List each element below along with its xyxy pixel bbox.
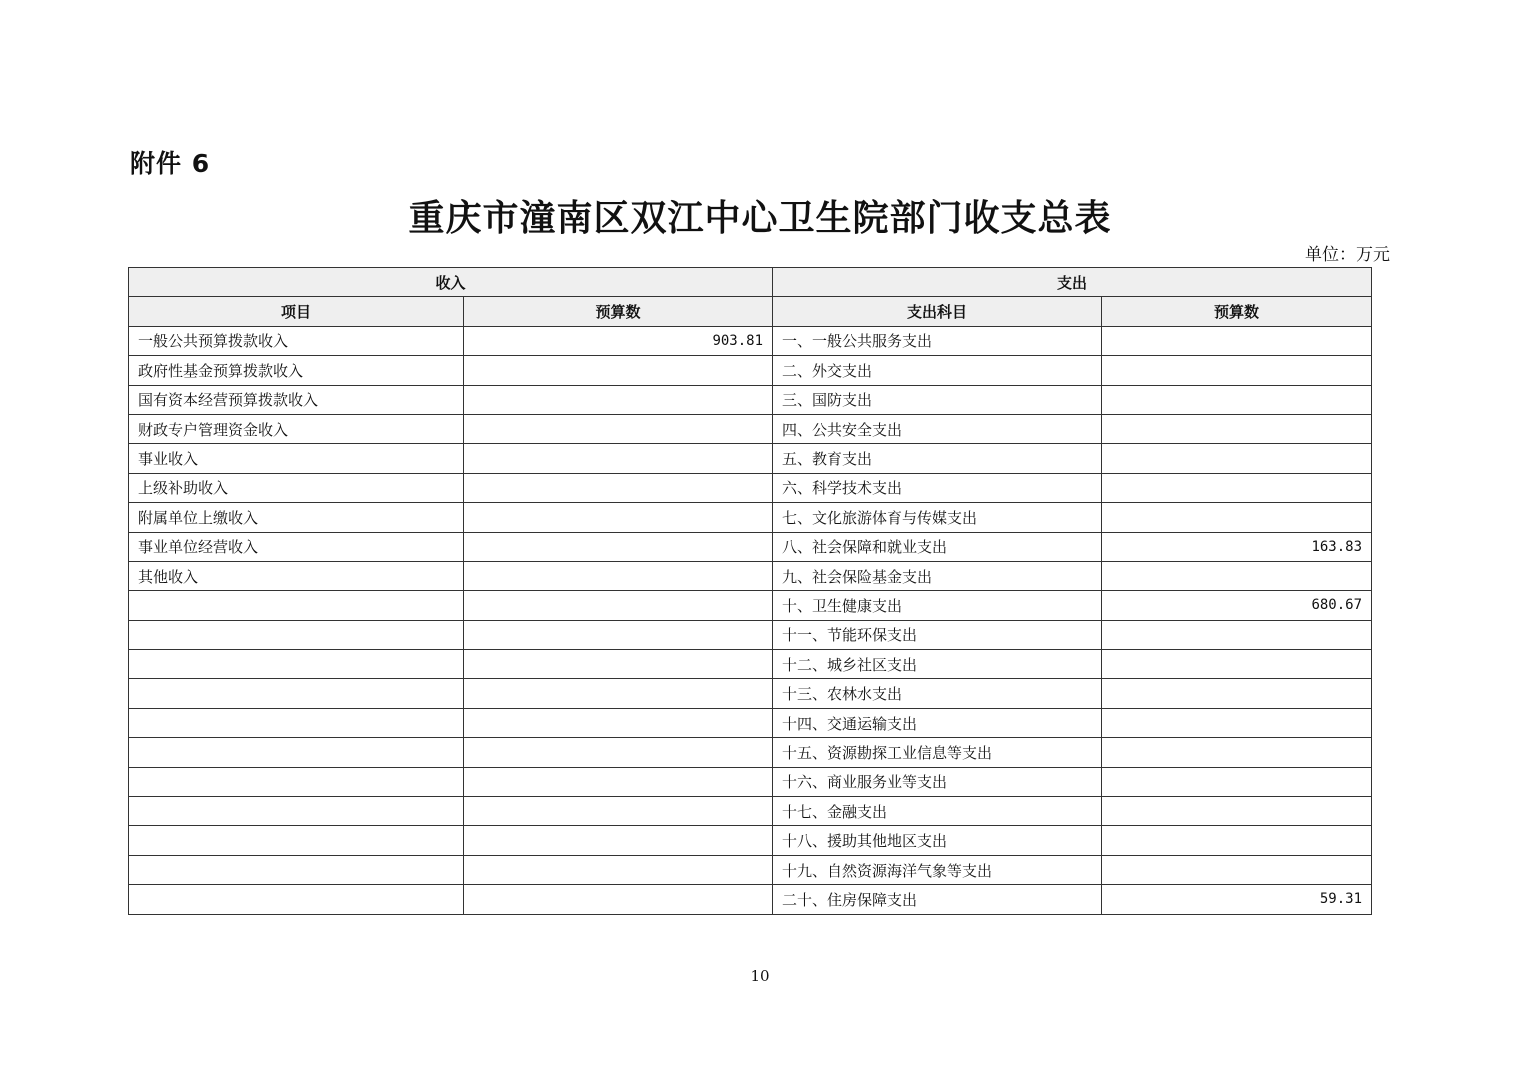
attachment-label: 附件 6 bbox=[130, 149, 211, 178]
expense-amount-cell: 59.31 bbox=[1102, 885, 1372, 914]
table-row bbox=[129, 326, 1372, 355]
expense-budget-header: 预算数 bbox=[1102, 297, 1372, 326]
table-row bbox=[129, 414, 1372, 443]
income-item-cell: 财政专户管理资金收入 bbox=[129, 414, 464, 443]
income-amount-cell bbox=[464, 885, 773, 914]
expense-amount-cell bbox=[1102, 473, 1372, 502]
budget-summary-table bbox=[128, 267, 1372, 915]
income-amount-cell bbox=[464, 503, 773, 532]
income-item-cell: 附属单位上缴收入 bbox=[129, 503, 464, 532]
table-row bbox=[129, 826, 1372, 855]
expense-item-header: 支出科目 bbox=[773, 297, 1102, 326]
expense-item-cell: 十七、金融支出 bbox=[773, 797, 1102, 826]
income-item-header: 项目 bbox=[129, 297, 464, 326]
expense-item-cell: 三、国防支出 bbox=[773, 385, 1102, 414]
income-item-cell bbox=[129, 650, 464, 679]
table-row bbox=[129, 385, 1372, 414]
income-amount-cell bbox=[464, 591, 773, 620]
income-item-cell: 上级补助收入 bbox=[129, 473, 464, 502]
expense-amount-cell bbox=[1102, 561, 1372, 590]
table-row bbox=[129, 885, 1372, 914]
expense-item-cell: 五、教育支出 bbox=[773, 444, 1102, 473]
expense-amount-cell bbox=[1102, 326, 1372, 355]
expense-group-header: 支出 bbox=[773, 268, 1372, 297]
income-item-cell: 政府性基金预算拨款收入 bbox=[129, 356, 464, 385]
income-amount-cell bbox=[464, 561, 773, 590]
table-row bbox=[129, 738, 1372, 767]
income-group-header: 收入 bbox=[129, 268, 773, 297]
income-amount-cell bbox=[464, 738, 773, 767]
expense-item-cell: 六、科学技术支出 bbox=[773, 473, 1102, 502]
expense-item-cell: 九、社会保险基金支出 bbox=[773, 561, 1102, 590]
table-row bbox=[129, 650, 1372, 679]
expense-amount-cell bbox=[1102, 385, 1372, 414]
income-budget-header: 预算数 bbox=[464, 297, 773, 326]
expense-item-cell: 十八、援助其他地区支出 bbox=[773, 826, 1102, 855]
income-amount-cell bbox=[464, 532, 773, 561]
expense-amount-cell bbox=[1102, 826, 1372, 855]
table-body bbox=[129, 326, 1372, 914]
expense-amount-cell bbox=[1102, 738, 1372, 767]
income-item-cell: 其他收入 bbox=[129, 561, 464, 590]
table-row bbox=[129, 767, 1372, 796]
expense-item-cell: 二、外交支出 bbox=[773, 356, 1102, 385]
income-amount-cell bbox=[464, 855, 773, 884]
income-amount-cell bbox=[464, 385, 773, 414]
table-row bbox=[129, 620, 1372, 649]
group-header-row bbox=[129, 268, 1372, 297]
expense-amount-cell: 163.83 bbox=[1102, 532, 1372, 561]
expense-amount-cell bbox=[1102, 679, 1372, 708]
expense-item-cell: 七、文化旅游体育与传媒支出 bbox=[773, 503, 1102, 532]
income-item-cell: 国有资本经营预算拨款收入 bbox=[129, 385, 464, 414]
expense-item-cell: 十一、节能环保支出 bbox=[773, 620, 1102, 649]
page-title: 重庆市潼南区双江中心卫生院部门收支总表 bbox=[408, 197, 1112, 239]
income-item-cell bbox=[129, 797, 464, 826]
expense-item-cell: 十三、农林水支出 bbox=[773, 679, 1102, 708]
table-row bbox=[129, 679, 1372, 708]
expense-item-cell: 一、一般公共服务支出 bbox=[773, 326, 1102, 355]
income-item-cell bbox=[129, 826, 464, 855]
table-row bbox=[129, 797, 1372, 826]
table-row bbox=[129, 561, 1372, 590]
income-amount-cell bbox=[464, 356, 773, 385]
table-row bbox=[129, 444, 1372, 473]
expense-amount-cell bbox=[1102, 444, 1372, 473]
income-amount-cell bbox=[464, 708, 773, 737]
expense-item-cell: 十二、城乡社区支出 bbox=[773, 650, 1102, 679]
expense-amount-cell bbox=[1102, 767, 1372, 796]
income-item-cell bbox=[129, 855, 464, 884]
income-item-cell bbox=[129, 620, 464, 649]
expense-item-cell: 十、卫生健康支出 bbox=[773, 591, 1102, 620]
expense-item-cell: 四、公共安全支出 bbox=[773, 414, 1102, 443]
expense-amount-cell bbox=[1102, 414, 1372, 443]
expense-item-cell: 八、社会保障和就业支出 bbox=[773, 532, 1102, 561]
income-item-cell bbox=[129, 885, 464, 914]
table-row bbox=[129, 708, 1372, 737]
page-number: 10 bbox=[750, 967, 770, 985]
expense-item-cell: 二十、住房保障支出 bbox=[773, 885, 1102, 914]
expense-amount-cell bbox=[1102, 356, 1372, 385]
expense-amount-cell bbox=[1102, 503, 1372, 532]
income-amount-cell bbox=[464, 444, 773, 473]
income-item-cell bbox=[129, 591, 464, 620]
income-amount-cell bbox=[464, 414, 773, 443]
expense-amount-cell bbox=[1102, 650, 1372, 679]
table-row bbox=[129, 591, 1372, 620]
income-amount-cell: 903.81 bbox=[464, 326, 773, 355]
expense-amount-cell: 680.67 bbox=[1102, 591, 1372, 620]
income-item-cell bbox=[129, 738, 464, 767]
expense-item-cell: 十五、资源勘探工业信息等支出 bbox=[773, 738, 1102, 767]
income-amount-cell bbox=[464, 473, 773, 502]
income-amount-cell bbox=[464, 826, 773, 855]
unit-label: 单位：万元 bbox=[1305, 245, 1390, 265]
table-row bbox=[129, 503, 1372, 532]
income-amount-cell bbox=[464, 679, 773, 708]
table-row bbox=[129, 855, 1372, 884]
expense-amount-cell bbox=[1102, 855, 1372, 884]
income-item-cell: 事业单位经营收入 bbox=[129, 532, 464, 561]
table-row bbox=[129, 356, 1372, 385]
expense-item-cell: 十六、商业服务业等支出 bbox=[773, 767, 1102, 796]
income-item-cell: 事业收入 bbox=[129, 444, 464, 473]
income-amount-cell bbox=[464, 620, 773, 649]
income-amount-cell bbox=[464, 767, 773, 796]
column-header-row bbox=[129, 297, 1372, 326]
expense-item-cell: 十九、自然资源海洋气象等支出 bbox=[773, 855, 1102, 884]
income-amount-cell bbox=[464, 650, 773, 679]
expense-item-cell: 十四、交通运输支出 bbox=[773, 708, 1102, 737]
income-item-cell bbox=[129, 679, 464, 708]
table-row bbox=[129, 473, 1372, 502]
income-item-cell bbox=[129, 767, 464, 796]
expense-amount-cell bbox=[1102, 797, 1372, 826]
income-item-cell: 一般公共预算拨款收入 bbox=[129, 326, 464, 355]
income-amount-cell bbox=[464, 797, 773, 826]
income-item-cell bbox=[129, 708, 464, 737]
expense-amount-cell bbox=[1102, 708, 1372, 737]
table-row bbox=[129, 532, 1372, 561]
expense-amount-cell bbox=[1102, 620, 1372, 649]
